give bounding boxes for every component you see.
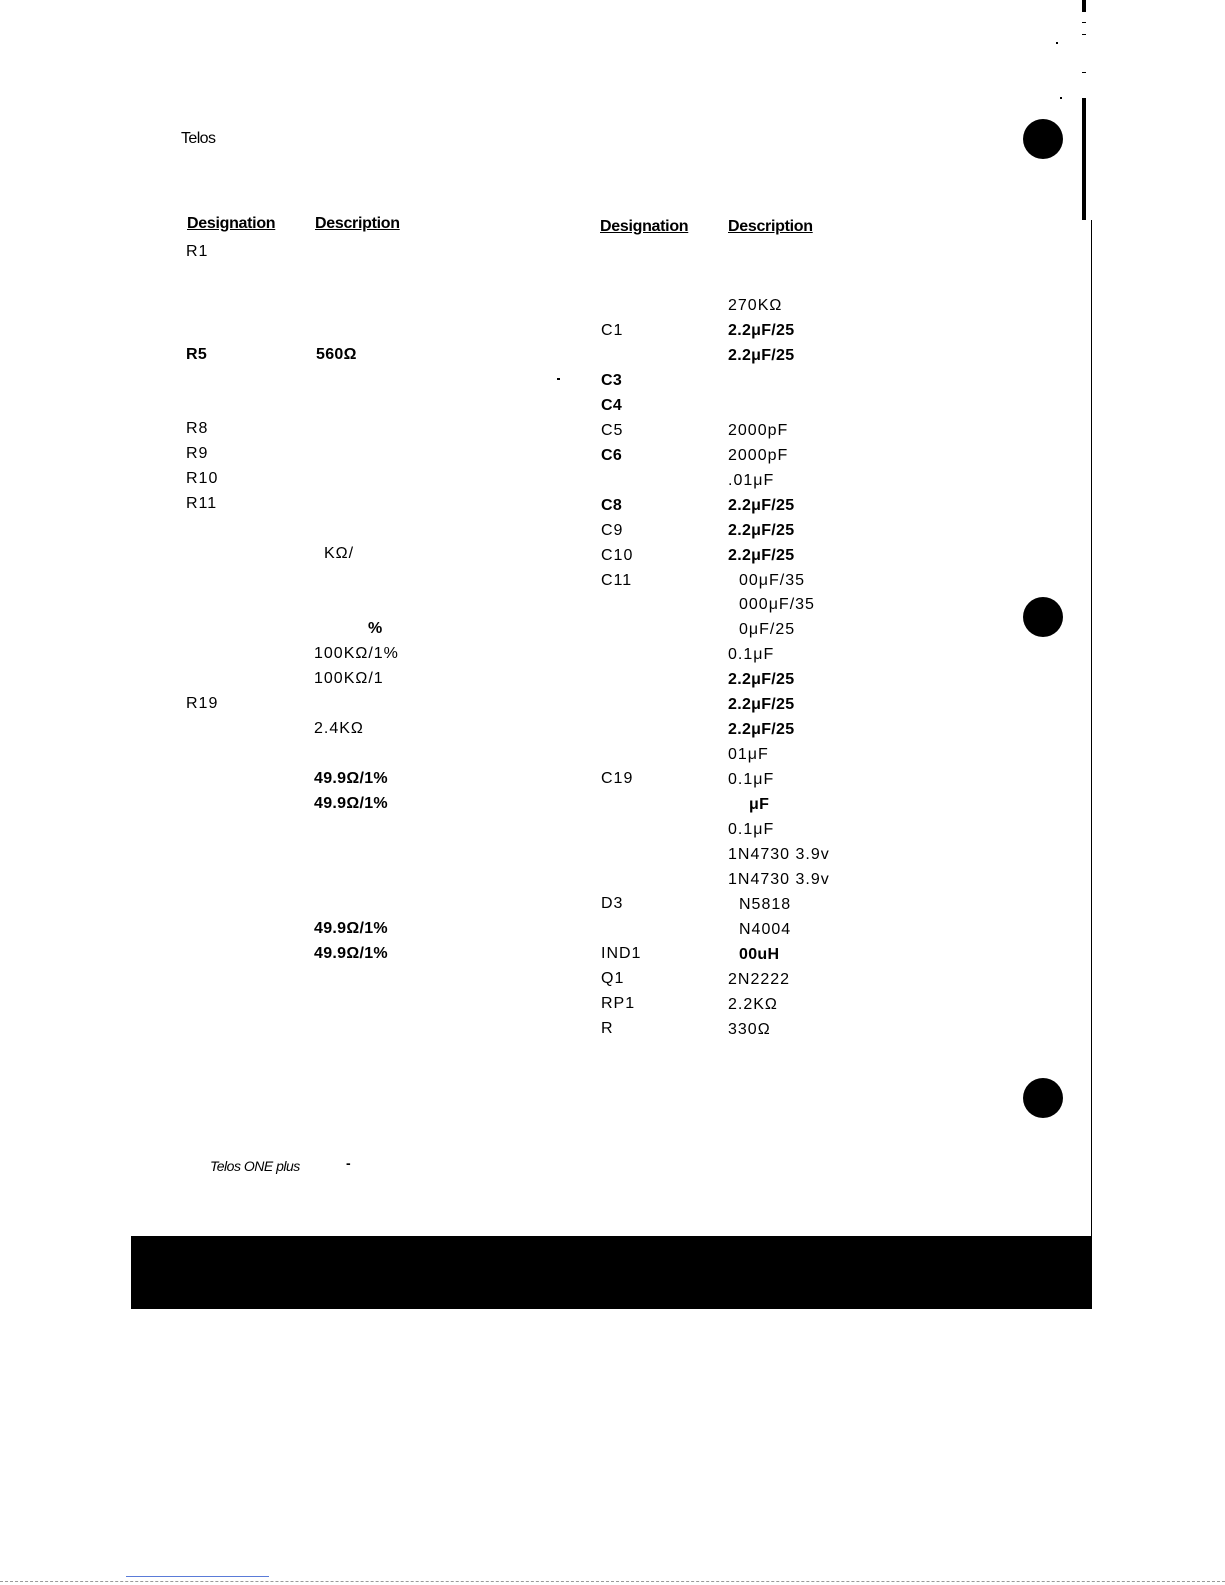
- left-row-description: 49.9Ω/1%: [314, 920, 388, 937]
- right-row-description: 00uH: [739, 946, 780, 963]
- right-row-description: 0.1μF: [728, 821, 775, 838]
- left-row-designation: R11: [186, 495, 218, 512]
- right-row-description: 2.2μF/25: [728, 522, 795, 539]
- brand-header: Telos: [181, 130, 216, 147]
- left-row-description: 49.9Ω/1%: [314, 945, 388, 962]
- right-row-designation: IND1: [601, 945, 642, 962]
- left-row-description: 100KΩ/1: [314, 670, 384, 687]
- right-row-description: .01μF: [728, 472, 775, 489]
- left-description-heading: Description: [315, 215, 400, 232]
- left-row-description: 49.9Ω/1%: [314, 770, 388, 787]
- left-row-designation: R1: [186, 243, 209, 260]
- right-row-description: 2.2μF/25: [728, 696, 795, 713]
- right-designation-heading: Designation: [600, 218, 689, 235]
- right-row-description: 2.2KΩ: [728, 996, 778, 1013]
- right-row-description: 270KΩ: [728, 297, 783, 314]
- right-row-designation: C1: [601, 322, 624, 339]
- edge-speck: [1060, 97, 1062, 99]
- right-row-description: N4004: [739, 921, 792, 938]
- right-row-description: μF: [749, 796, 770, 813]
- right-row-description: 2.2μF/25: [728, 721, 795, 738]
- edge-tick: [1082, 72, 1086, 73]
- right-row-designation: RP1: [601, 995, 636, 1012]
- binder-hole-top: [1023, 119, 1063, 159]
- footer-product-name: Telos ONE plus: [210, 1158, 300, 1174]
- left-row-description: 2.4KΩ: [314, 720, 364, 737]
- right-row-description: 330Ω: [728, 1021, 771, 1038]
- binder-hole-bottom: [1023, 1078, 1063, 1118]
- footer-dash: -: [346, 1155, 351, 1171]
- black-band: [131, 1236, 1092, 1309]
- left-row-description: 560Ω: [316, 346, 357, 363]
- right-row-designation: Q1: [601, 970, 625, 987]
- right-row-designation: C8: [601, 497, 623, 514]
- right-row-description: 0.1μF: [728, 771, 775, 788]
- right-row-description: 2000pF: [728, 447, 789, 464]
- right-row-description: 2.2μF/25: [728, 322, 795, 339]
- left-row-description: KΩ/: [324, 545, 355, 562]
- left-row-designation: R5: [186, 346, 208, 363]
- right-row-description: 2.2μF/25: [728, 547, 795, 564]
- left-row-designation: R9: [186, 445, 209, 462]
- left-designation-heading: Designation: [187, 215, 276, 232]
- left-row-description: 49.9Ω/1%: [314, 795, 388, 812]
- right-row-designation: C9: [601, 522, 624, 539]
- left-row-description: 100KΩ/1%: [314, 645, 399, 662]
- right-row-designation: C11: [601, 572, 633, 589]
- right-row-designation: R: [601, 1020, 614, 1037]
- right-row-description: 2N2222: [728, 971, 791, 988]
- right-row-description: 00μF/35: [739, 572, 806, 589]
- right-row-designation: C4: [601, 397, 623, 414]
- stray-mark: [557, 378, 560, 380]
- right-row-designation: C6: [601, 447, 623, 464]
- left-row-description: %: [368, 620, 383, 637]
- right-row-description: 0μF/25: [739, 621, 796, 638]
- right-row-description: 0.1μF: [728, 646, 775, 663]
- blue-line: [126, 1576, 269, 1577]
- right-row-designation: C5: [601, 422, 624, 439]
- right-description-heading: Description: [728, 218, 813, 235]
- edge-bar: [1082, 98, 1086, 220]
- right-row-description: 2.2μF/25: [728, 347, 795, 364]
- right-row-designation: D3: [601, 895, 624, 912]
- right-row-description: 2000pF: [728, 422, 789, 439]
- edge-tick: [1082, 22, 1086, 23]
- left-row-designation: R10: [186, 470, 219, 487]
- right-row-description: 2.2μF/25: [728, 497, 795, 514]
- right-row-description: 2.2μF/25: [728, 671, 795, 688]
- edge-tick: [1082, 34, 1086, 35]
- right-row-description: 1N4730 3.9v: [728, 871, 830, 888]
- bottom-dashed-line: [0, 1581, 1225, 1582]
- right-row-description: N5818: [739, 896, 792, 913]
- edge-speck: [1056, 42, 1058, 44]
- right-row-description: 1N4730 3.9v: [728, 846, 830, 863]
- edge-mark: [1082, 0, 1086, 12]
- right-row-description: 000μF/35: [739, 596, 815, 613]
- right-row-designation: C19: [601, 770, 634, 787]
- right-border-line: [1091, 220, 1092, 1236]
- right-row-description: 01μF: [728, 746, 769, 763]
- binder-hole-middle: [1023, 597, 1063, 637]
- left-row-designation: R19: [186, 695, 219, 712]
- right-row-designation: C3: [601, 372, 623, 389]
- left-row-designation: R8: [186, 420, 209, 437]
- right-row-designation: C10: [601, 547, 634, 564]
